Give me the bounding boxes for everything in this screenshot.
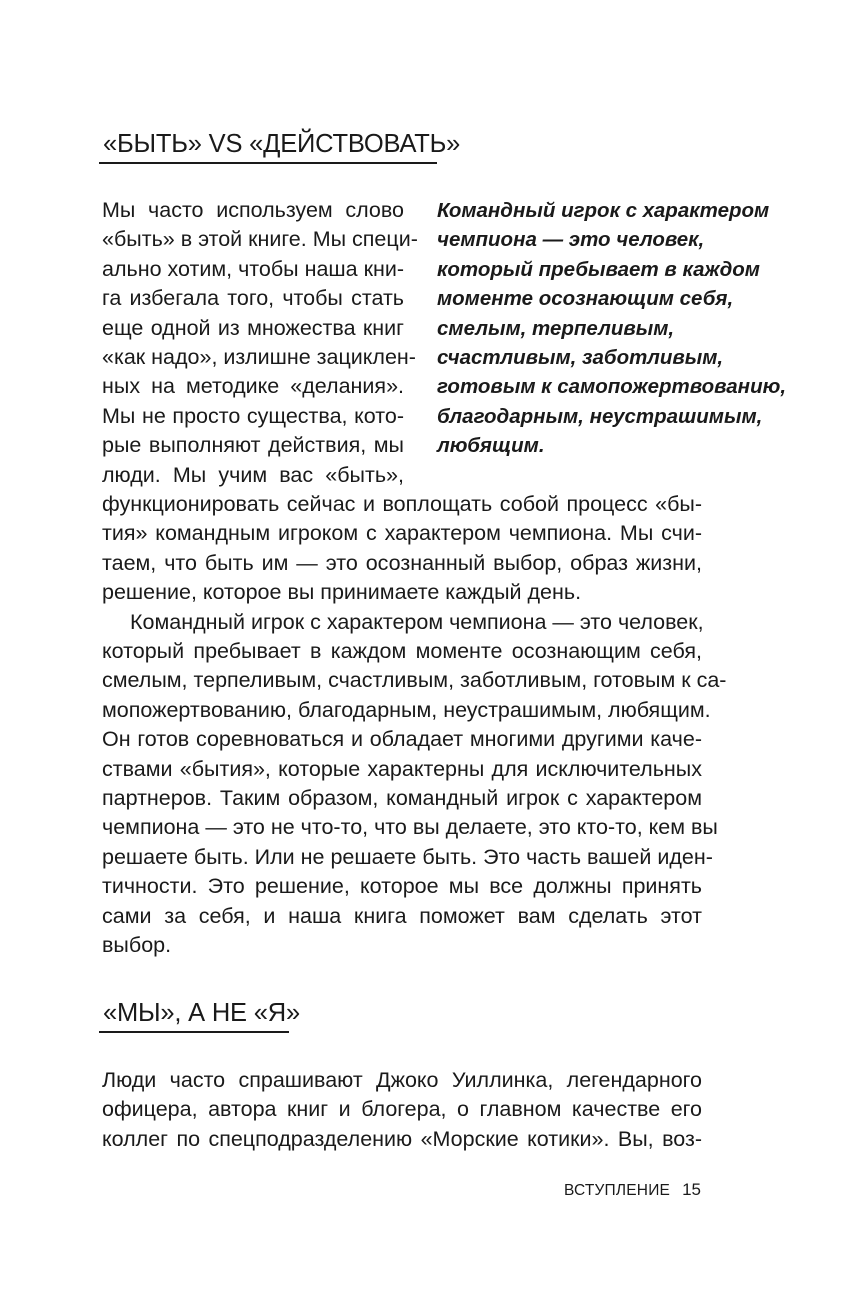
pull-quote-line: моменте осознающим себя, xyxy=(437,287,734,311)
text-line: Он готов соревноваться и обладает многими другими каче- xyxy=(102,727,702,752)
text-line: таем, что быть им — это осознанный выбор, образ жизни, xyxy=(102,550,702,575)
pull-quote-line: любящим. xyxy=(437,434,545,458)
text-line: который пребывает в каждом моменте осознающим себя, xyxy=(102,639,702,664)
text-line: Мы не просто существа, кото- xyxy=(102,403,404,428)
text-line: тичности. Это решение, которое мы все должны принять xyxy=(102,874,702,899)
text-line: Командный игрок с характером чемпиона — это человек, xyxy=(130,609,704,634)
running-head: ВСТУПЛЕНИЕ xyxy=(563,1182,671,1199)
intro-column xyxy=(102,196,418,490)
text-line: решаете быть. Или не решаете быть. Это часть вашей иден- xyxy=(102,844,713,869)
body-text xyxy=(102,490,727,961)
pull-quote-line: готовым к самопожертвованию, xyxy=(437,375,787,399)
text-line: еще одной из множества книг xyxy=(102,315,404,340)
text-line: Люди часто спрашивают Джоко Уиллинка, легендарного xyxy=(102,1068,702,1092)
text-line: «быть» в этой книге. Мы специ- xyxy=(102,227,418,252)
text-line: мопожертвованию, благодарным, неустрашимым, любящим. xyxy=(102,697,711,722)
section-heading-we-not-i: «МЫ», А НЕ «Я» xyxy=(103,999,300,1027)
pull-quote-line: чемпиона — это человек, xyxy=(437,228,705,252)
text-line: рые выполняют действия, мы xyxy=(102,433,404,458)
text-line: функционировать сейчас и воплощать собой процесс «бы- xyxy=(102,492,702,516)
text-line: тия» командным игроком с характером чемпиона. Мы счи- xyxy=(102,521,702,546)
pull-quote-line: счастливым, заботливым, xyxy=(437,346,724,370)
text-line: офицера, автора книг и блогера, о главном качестве его xyxy=(102,1097,702,1122)
text-line: ных на методике «делания». xyxy=(102,374,404,399)
page-number: 15 xyxy=(682,1180,701,1199)
text-line: смелым, терпеливым, счастливым, заботливым, готовым к са- xyxy=(102,668,727,693)
text-line: ально хотим, чтобы наша кни- xyxy=(102,256,405,281)
text-line: выбор. xyxy=(102,933,172,958)
text-line: сами за себя, и наша книга поможет вам сделать этот xyxy=(102,903,702,928)
text-line: люди. Мы учим вас «быть», xyxy=(102,462,404,487)
pull-quote-line: смелым, терпеливым, xyxy=(437,316,675,340)
section-2-text xyxy=(102,1066,702,1154)
text-line: чемпиона — это не что-то, что вы делаете, это кто-то, кем вы xyxy=(102,815,718,840)
pull-quote-line: который пребывает в каждом xyxy=(437,257,760,281)
text-line: ствами «бытия», которые характерны для исключительных xyxy=(102,756,702,781)
heading-underline xyxy=(99,162,437,164)
text-line: «как надо», излишне зациклен- xyxy=(102,345,416,370)
pull-quote xyxy=(437,196,787,461)
text-line: партнеров. Таким образом, командный игрок с характером xyxy=(102,786,702,811)
text-line: га избегала того, чтобы стать xyxy=(102,286,404,311)
text-line: коллег по спецподразделению «Морские котики». Вы, воз- xyxy=(102,1126,702,1151)
pull-quote-line: Командный игрок с характером xyxy=(437,199,770,222)
section-heading-be-vs-do: «БЫТЬ» VS «ДЕЙСТВОВАТЬ» xyxy=(103,130,461,158)
page-footer xyxy=(560,1180,701,1201)
heading-underline xyxy=(99,1031,289,1033)
pull-quote-line: благодарным, неустрашимым, xyxy=(437,404,763,428)
text-line: Мы часто используем слово xyxy=(102,198,404,222)
text-line: решение, которое вы принимаете каждый день. xyxy=(102,580,582,605)
